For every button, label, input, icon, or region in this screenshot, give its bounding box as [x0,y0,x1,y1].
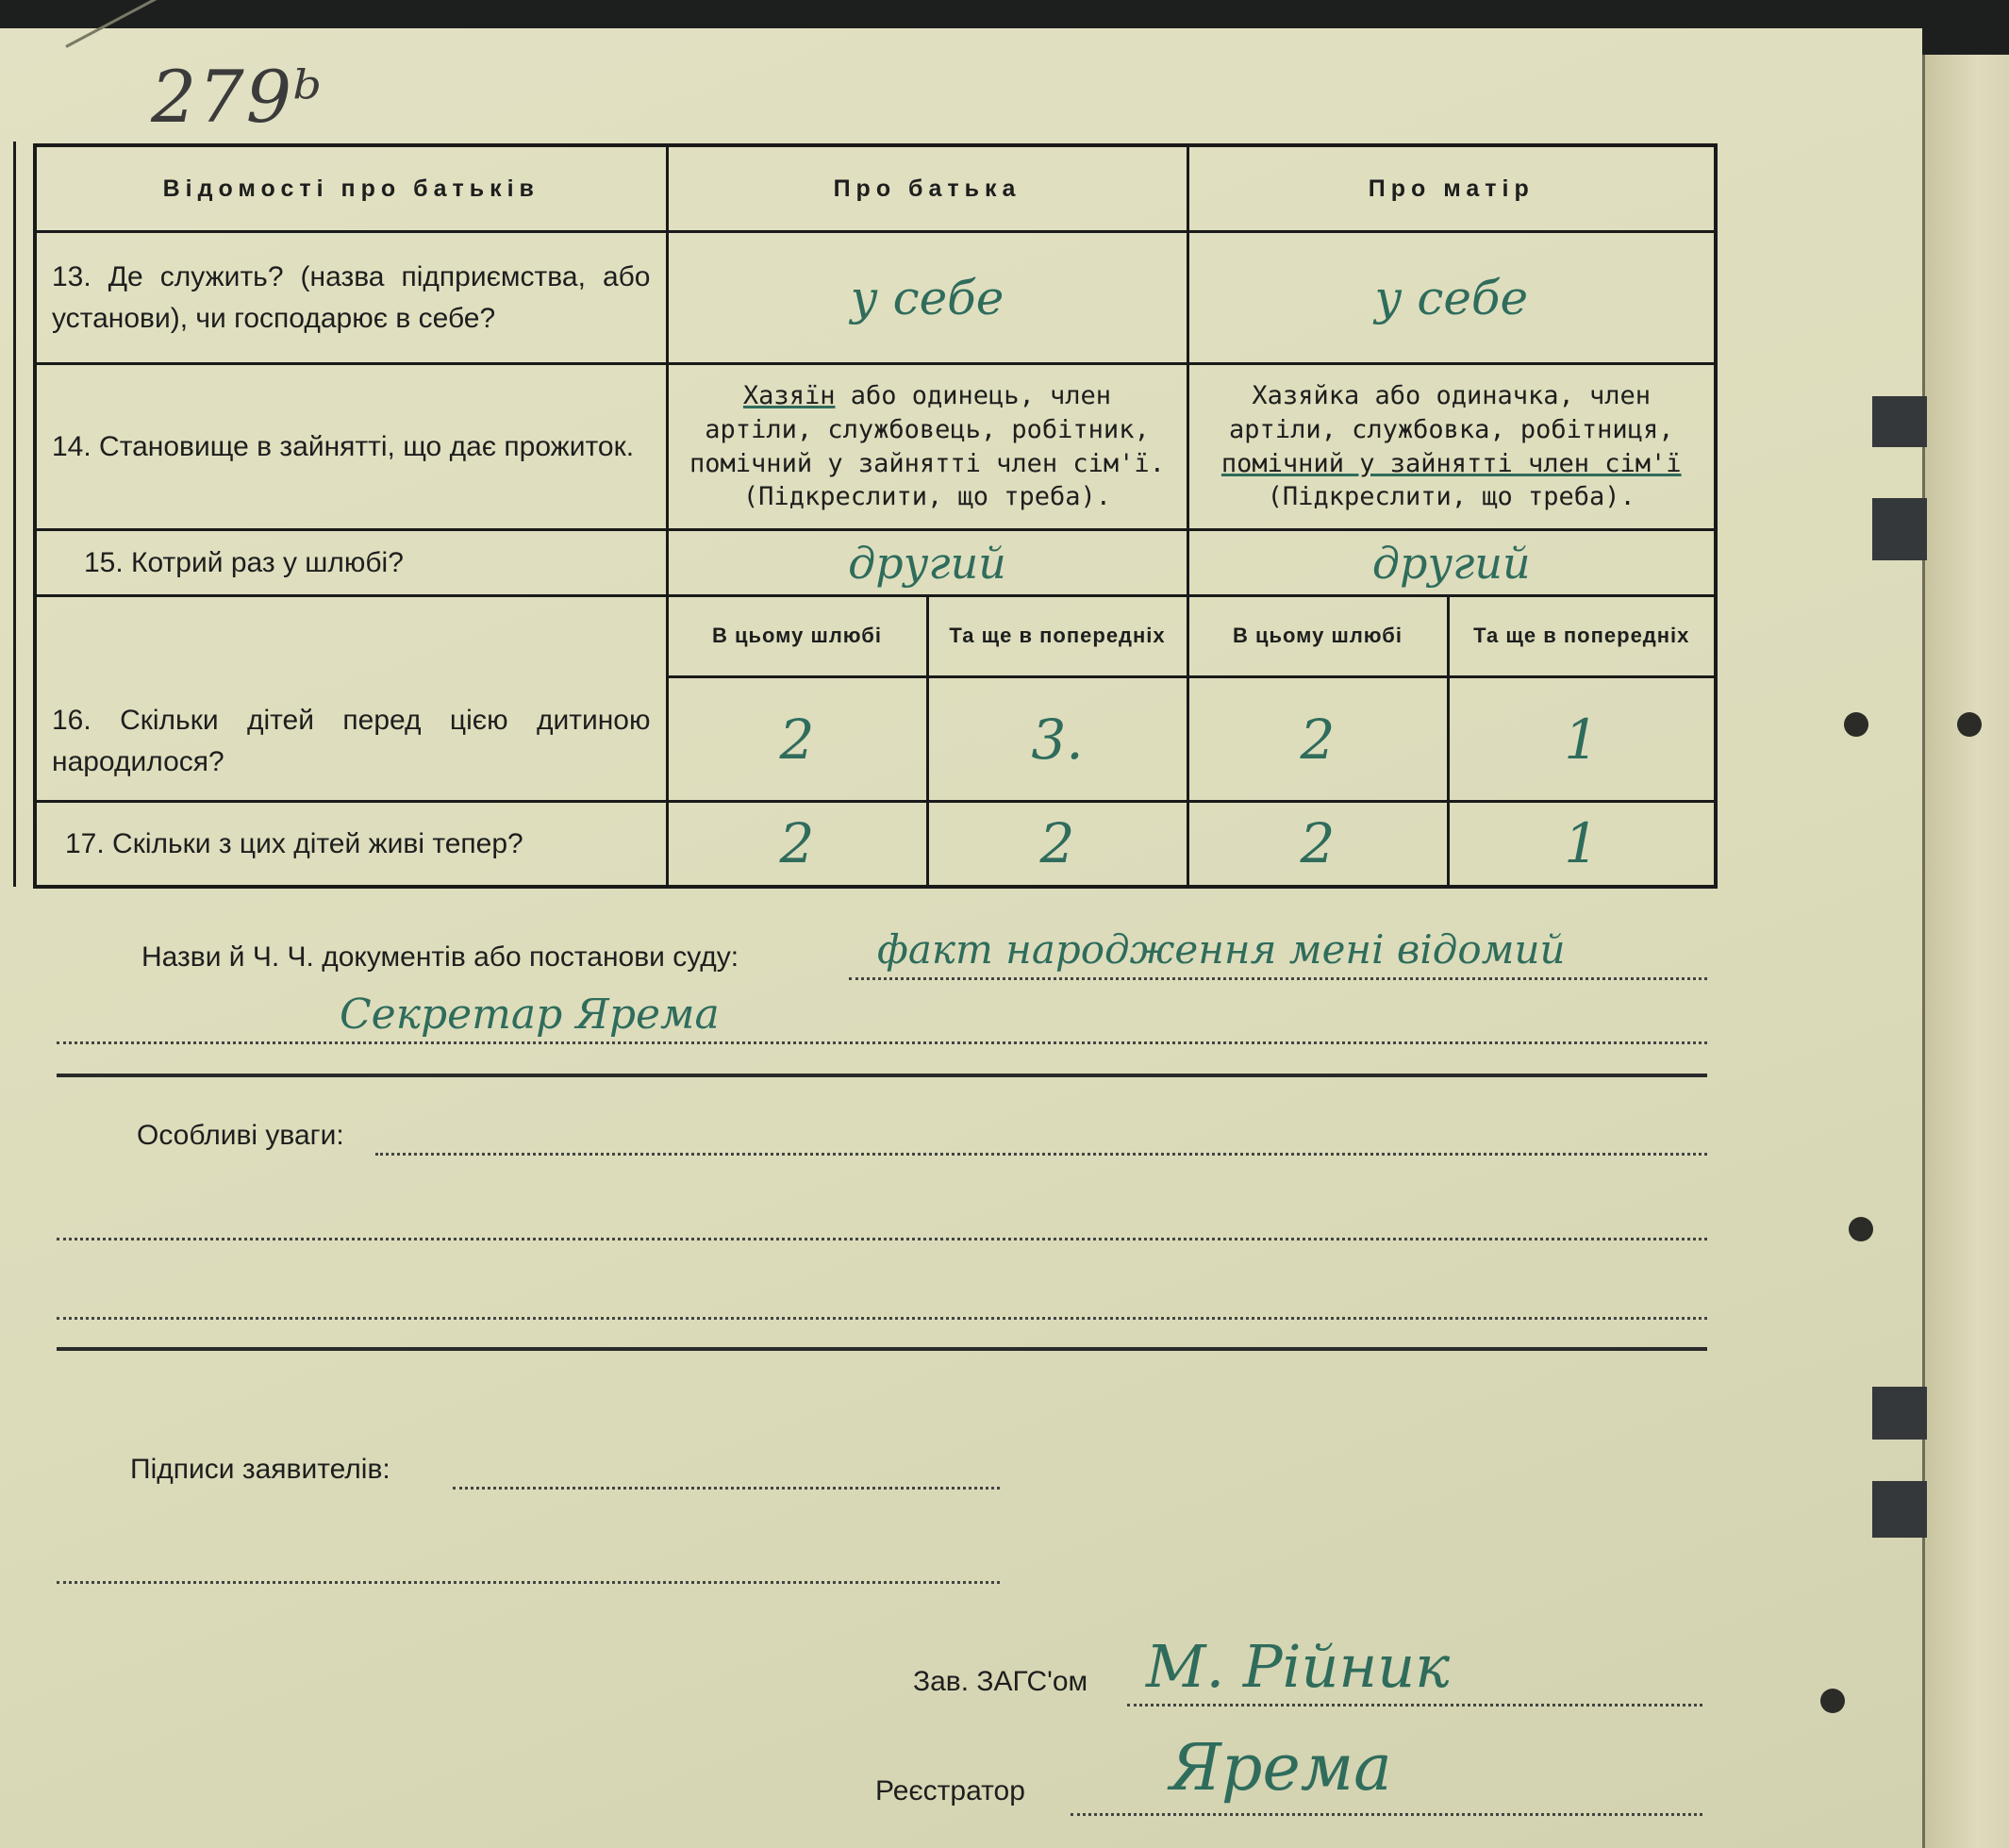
binding-hole [1957,712,1982,737]
subhead-mother-previous: Та ще в попередніх [1448,596,1716,677]
q14-mother-other-options: Хазяйка або одиначка, член артіли, службовка, робітниця, [1229,380,1674,444]
q17-father-prev: 2 [927,802,1187,887]
q15-mother-answer: другий [1187,530,1716,596]
subhead-father-previous: Та ще в попередніх [927,596,1187,677]
question-15-label: 15. Котрий раз у шлюбі? [35,530,667,596]
q14-father-other-options: або одинець, член артіли, службовець, робітник, помічний у зайнятті член сім'ї. [689,380,1165,478]
row-q17 [35,802,1716,887]
question-13-label: 13. Де служить? (назва підприємства, або установи), чи господарює в себе? [35,232,667,364]
section-rule [57,1347,1707,1351]
q13-mother-answer: у себе [1187,232,1716,364]
documents-handwritten-line2: Секретар Ярема [340,991,720,1039]
notes-dotted-line-2 [57,1238,1707,1240]
row-q14 [35,364,1716,530]
header-mother: Про матір [1187,145,1716,232]
table-header-row [35,145,1716,232]
row-subheaders [35,596,1716,677]
binding-clip [1872,1481,1927,1538]
binding-clip [1872,1387,1927,1440]
header-parents-info: Відомості про батьків [35,145,667,232]
q16-mother-this: 2 [1187,677,1448,802]
registrar-signature-line [1071,1813,1702,1816]
row-q15 [35,530,1716,596]
row-q13 [35,232,1716,364]
q14-mother-options [1187,364,1716,530]
head-registry-label: Зав. ЗАГС'ом [913,1666,1088,1697]
question-14-label: 14. Становище в зайнятті, що дає прожиток. [35,364,667,530]
q14-father-underlined-option: Хазяїн [742,380,836,410]
adjacent-page-edge [1922,55,2009,1848]
notes-dotted-line-3 [57,1317,1707,1320]
binding-clip [1872,498,1927,560]
q15-father-answer: другий [667,530,1187,596]
q14-mother-underlined-option: помічний у зайнятті член сім'ї [1220,448,1682,478]
head-signature: М. Рійник [1146,1632,1451,1701]
applicants-dotted-line [453,1487,1000,1490]
page-margin-edge [0,142,16,887]
documents-handwritten-line1: факт народження мені відомий [877,926,1566,973]
notes-label: Особливі уваги: [137,1120,344,1151]
binding-hole [1820,1689,1845,1713]
q13-father-answer: у себе [667,232,1187,364]
head-signature-line [1127,1704,1702,1706]
q16-father-this: 2 [667,677,927,802]
parents-info-table [33,143,1718,889]
subhead-father-this-marriage: В цьому шлюбі [667,596,927,677]
q16-mother-prev: 1 [1448,677,1716,802]
subhead-mother-this-marriage: В цьому шлюбі [1187,596,1448,677]
folio-number: 279ᵇ [151,55,324,139]
registrar-signature: Ярема [1170,1731,1392,1806]
documents-dotted-line-2 [57,1041,1707,1044]
registrar-label: Реєстратор [875,1775,1025,1806]
section-rule [57,1074,1707,1077]
q14-mother-note: (Підкреслити, що треба). [1267,482,1635,512]
header-father: Про батька [667,145,1187,232]
q14-father-note: (Підкреслити, що треба). [742,482,1112,512]
notes-dotted-line [375,1153,1707,1156]
q17-mother-this: 2 [1187,802,1448,887]
q17-mother-prev: 1 [1448,802,1716,887]
binding-clip [1872,396,1927,447]
applicants-signature-label: Підписи заявителів: [130,1454,390,1485]
question-17-label: 17. Скільки з цих дітей живі тепер? [35,802,667,887]
documents-dotted-line [849,977,1707,980]
q16-father-prev: 3. [927,677,1187,802]
q14-father-options [667,364,1187,530]
binding-hole [1849,1217,1873,1241]
binding-hole [1844,712,1868,737]
question-16-label: 16. Скільки дітей перед цією дитиною народилося? [35,596,667,802]
documents-label: Назви й Ч. Ч. документів або постанови суду: [141,941,739,973]
q17-father-this: 2 [667,802,927,887]
applicants-dotted-line-2 [57,1581,1000,1584]
